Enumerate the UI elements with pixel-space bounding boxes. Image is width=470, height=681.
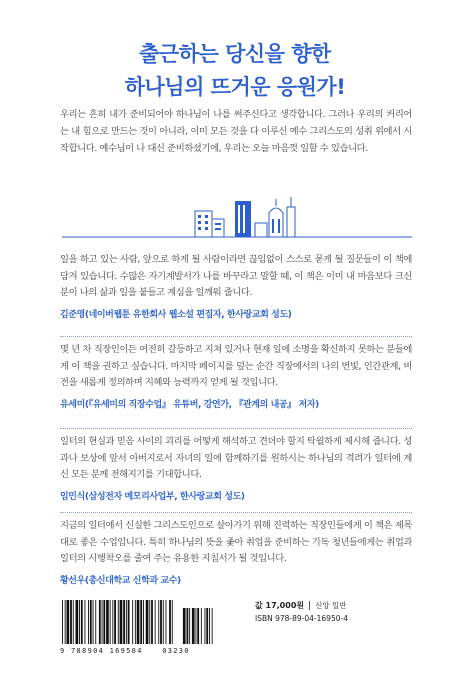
headline [0, 38, 470, 104]
review-1 [60, 252, 412, 320]
category-label: 신앙 일반 [315, 601, 347, 610]
review-author: 김준영(네이버웹툰 유한회사 웹소설 편집자, 한사랑교회 성도) [60, 309, 292, 320]
divider [60, 336, 412, 337]
review-body: 일을 하고 있는 사람, 앞으로 하게 될 사람이라면 끊임없이 스스로 묻게 될 질문들이 이 책에 담겨 있습니다. 수많은 자기계발서가 나를 바꾸라고 말할 때, 이 책은 이미 내 마음보다 크신 분이 나의 삶과 일을 붙들고 계심을 일깨워 줍니다. [60, 254, 412, 298]
review-author: 유세미(『유세미의 직장수업』 유튜버, 강연가, 『관계의 내공』 저자) [60, 399, 319, 410]
barcode-digits: 9 788904 169504 [60, 647, 143, 655]
review-3 [60, 434, 412, 502]
review-body: 몇 년 차 직장인이든 여전히 갈등하고 지쳐 있거나 현재 일에 소명을 확신하지 못하는 분들에게 이 책을 권하고 싶습니다. 마지막 페이지를 덮는 순간 직장에서의 나의 번빛, 인간관계, 비전을 새롭게 정의하며 지혜와 능력까지 얻게 될 것입니다. [60, 344, 412, 388]
divider [60, 428, 412, 429]
price-divider [309, 601, 310, 610]
review-author: 임민식(삼성전자 메모리사업부, 한사랑교회 성도) [60, 491, 245, 502]
price-box [255, 600, 410, 623]
barcode [60, 598, 216, 656]
intro-paragraph: 우리는 흔히 내가 준비되어야 하나님이 나를 써주신다고 생각합니다. 그러나 우리의 커리어는 내 힘으로 만드는 것이 아니라, 이미 모든 것을 다 이루신 예수 그리스도의 성취 위에서 시작합니다. 예수님이 나 대신 준비하셨기에, 우리는 오늘 마음껏 일할 수 있습니다. [60, 109, 412, 154]
review-body: 지금의 일터에서 신실한 그리스도인으로 살아가기 위해 진력하는 직장인들에게 이 책은 제목대로 좋은 수업입니다. 특히 하나님의 뜻을 좇아 취업을 준비하는 기독 청년들에게는 취업과 일터의 시행착오를 줄여 주는 유용한 지침서가 될 것입니다. [60, 520, 412, 564]
headline-line-1: 출근하는 당신을 향한 [139, 42, 331, 66]
review-4 [60, 518, 412, 586]
review-body: 일터의 현실과 믿음 사이의 괴리를 어떻게 해석하고 견뎌야 할지 탁월하게 제시해 줍니다. 성과나 보상에 앞서 아버지로서 자녀의 일에 함께하기를 원하시는 하나님의 격려가 일터에 계신 모든 분께 전해지기를 기대합니다. [60, 436, 412, 480]
barcode-number [60, 647, 216, 655]
city-skyline-illustration [62, 193, 412, 243]
price-label: 값 17,000원 [255, 601, 305, 610]
review-2 [60, 342, 412, 410]
headline-line-2: 하나님의 뜨거운 응원가! [124, 75, 346, 99]
isbn-label: ISBN 978-89-04-16950-4 [255, 614, 348, 623]
review-author: 황선우(총신대학교 신학과 교수) [60, 575, 181, 586]
barcode-addon: 03230 [162, 647, 190, 655]
divider [60, 512, 412, 513]
barcode-bars [60, 598, 216, 646]
